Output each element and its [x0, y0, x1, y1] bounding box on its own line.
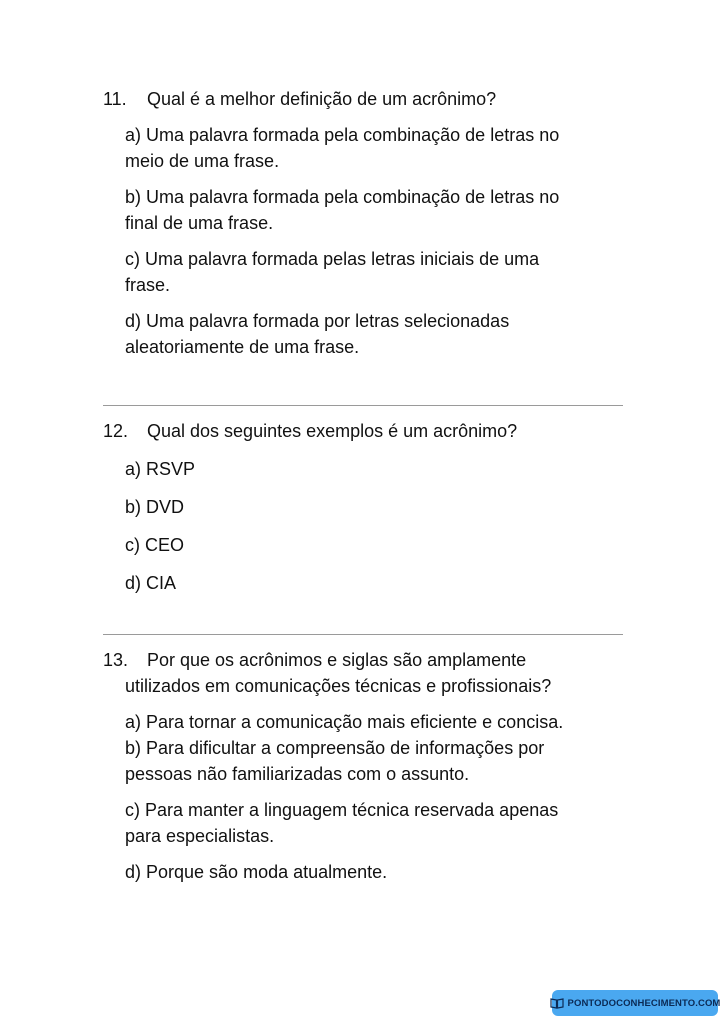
option-line: c) Para manter a linguagem técnica reservada apenas: [125, 800, 559, 820]
question-prompt: [103, 418, 623, 444]
question-12: [103, 418, 623, 596]
question-text: Qual dos seguintes exemplos é um acrônimo?: [147, 421, 518, 441]
answer-option-a: [103, 122, 623, 174]
answer-option-b: [103, 735, 623, 787]
question-13: [103, 647, 623, 885]
question-11: [103, 86, 623, 360]
answer-option-c: [103, 246, 623, 298]
option-line: b) Uma palavra formada pela combinação de letras no: [125, 187, 560, 207]
option-line: meio de uma frase.: [125, 151, 280, 171]
question-text-line: utilizados em comunicações técnicas e profissionais?: [125, 676, 552, 696]
question-number: 12.: [103, 421, 129, 441]
book-icon: [550, 997, 564, 1009]
option-line: b) Para dificultar a compreensão de informações por: [125, 738, 545, 758]
answer-option-c: c) CEO: [125, 535, 185, 555]
option-line: d) Porque são moda atualmente.: [125, 862, 388, 882]
option-line: final de uma frase.: [125, 213, 274, 233]
site-badge: [552, 990, 721, 1016]
answer-option-a: a) RSVP: [125, 459, 196, 479]
question-prompt: [103, 86, 623, 112]
question-prompt: [103, 647, 623, 699]
answer-option-d: [103, 859, 623, 885]
section-divider: [103, 405, 623, 406]
answer-option-a: [103, 709, 623, 735]
question-number: 11.: [103, 89, 127, 109]
answer-option-c: [103, 797, 623, 849]
question-text: Qual é a melhor definição de um acrônimo?: [147, 89, 497, 109]
section-divider: [103, 634, 623, 635]
option-line: para especialistas.: [125, 826, 275, 846]
option-line: c) Uma palavra formada pelas letras iniciais de uma: [125, 249, 540, 269]
option-line: pessoas não familiarizadas com o assunto.: [125, 764, 470, 784]
option-line: frase.: [125, 275, 171, 295]
question-text-line: Por que os acrônimos e siglas são amplamente: [147, 650, 527, 670]
answer-option-d: d) CIA: [125, 573, 177, 593]
option-line: aleatoriamente de uma frase.: [125, 337, 360, 357]
option-line: a) Uma palavra formada pela combinação de letras no: [125, 125, 560, 145]
site-name: PONTODOCONHECIMENTO.COM: [567, 997, 721, 1009]
answer-option-d: [103, 308, 623, 360]
option-line: d) Uma palavra formada por letras selecionadas: [125, 311, 510, 331]
question-number: 13.: [103, 650, 129, 670]
option-line: a) Para tornar a comunicação mais eficiente e concisa.: [125, 712, 564, 732]
answer-option-b: b) DVD: [125, 497, 185, 517]
answer-option-b: [103, 184, 623, 236]
